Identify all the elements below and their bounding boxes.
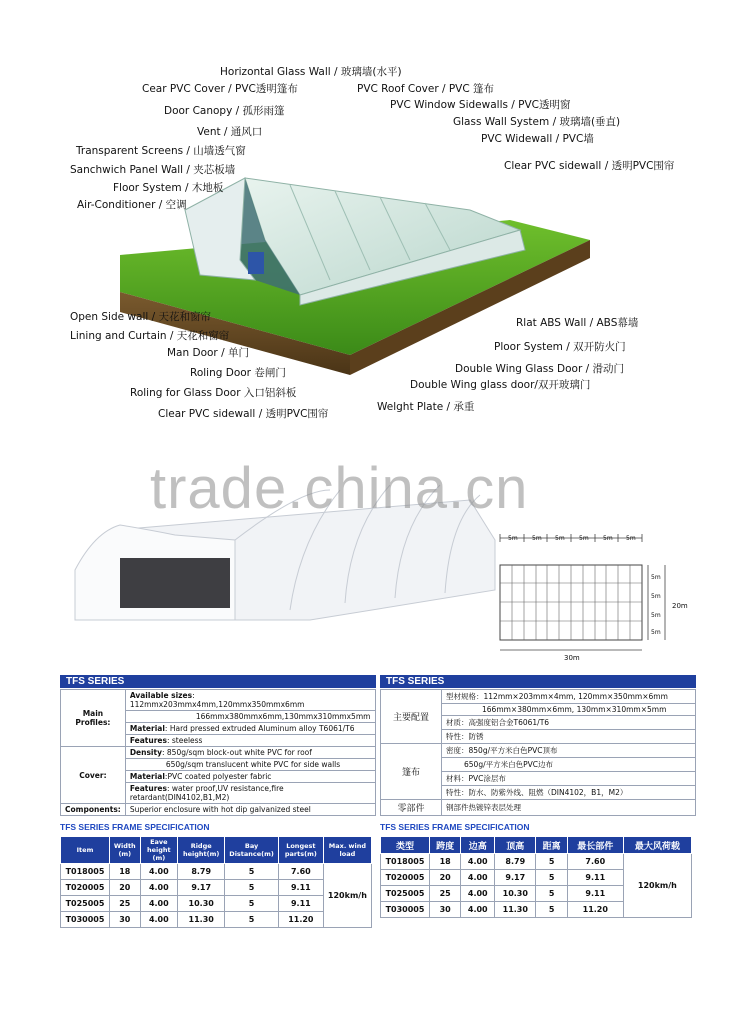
wind-load-en: 120km/h (323, 864, 371, 928)
dim-top-4: 5m (579, 535, 589, 542)
dim-top-5: 5m (603, 535, 613, 542)
label-man-door: Man Door / 单门 (167, 347, 249, 359)
cover-label-cn: 篷布 (381, 744, 442, 800)
tfs-series-en-title: TFS SERIES (60, 675, 376, 688)
dim-side-3: 5m (651, 612, 661, 619)
tfs-series-cn-title: TFS SERIES (380, 675, 696, 688)
label-clear-pvc-sidewall-top: Clear PVC sidewall / 透明PVC围帘 (504, 160, 675, 172)
density-cn-row-1: 密度：850g/平方米白色PVC顶布 (442, 744, 696, 758)
spec-cn-header: 距离 (536, 837, 567, 854)
table-row: T018005 18 4.00 8.79 5 7.60 120km/h (61, 864, 372, 880)
label-rolling-door: Roling Door 卷闸门 (190, 367, 286, 379)
watermark: trade.china.cn (150, 456, 529, 521)
density-row-2: 650g/sqm translucent white PVC for side walls (125, 759, 375, 771)
table-row: T025005 25 4.00 10.30 5 9.11 (61, 896, 372, 912)
cover-features-cn-row: 特性：防水、防紫外线、阻燃（DIN4102，B1，M2） (442, 786, 696, 800)
dim-top-1: 5m (508, 535, 518, 542)
layout-drawing (500, 534, 665, 650)
material-row: Material: Hard pressed extruded Aluminum alloy T6061/T6 (125, 723, 375, 735)
cover-material-row: Material:PVC coated polyester fabric (125, 771, 375, 783)
spec-cn-header: 类型 (381, 837, 430, 854)
dim-side-2: 5m (651, 593, 661, 600)
label-open-side-wall: Open Side wall / 天花和窗帘 (70, 311, 211, 323)
spec-en-table (60, 836, 372, 928)
spec-en-header: Bay Distance(m) (225, 837, 279, 864)
cover-material-cn-row: 材料：PVC涂层布 (442, 772, 696, 786)
density-row-1: Density: 850g/sqm block-out white PVC for roof (125, 747, 375, 759)
label-floor-system-right: Ploor System / 双开防火门 (494, 341, 626, 353)
tent-render-opening (120, 558, 230, 608)
spec-cn-header: 跨度 (430, 837, 461, 854)
label-glass-wall-system: Glass Wall System / 玻璃墙(垂直) (453, 116, 621, 128)
label-rlat-abs-wall: Rlat ABS Wall / ABS幕墙 (516, 317, 639, 329)
spec-en-header: Longest parts(m) (278, 837, 323, 864)
label-clear-pvc-sidewall-bottom: Clear PVC sidewall / 透明PVC围帘 (158, 408, 329, 420)
label-pvc-widewall: PVC Widewall / PVC墙 (481, 133, 594, 145)
label-transparent-screens: Transparent Screens / 山墙透气窗 (76, 145, 246, 157)
spec-cn-header: 最大风荷载 (623, 837, 691, 854)
label-pvc-roof-cover: PVC Roof Cover / PVC 篷布 (357, 83, 495, 95)
sizes-cn-row-1: 型材规格：112mm×203mm×4mm, 120mm×350mm×6mm (442, 690, 696, 704)
spec-cn-table (380, 836, 692, 918)
dim-length: 30m (564, 654, 580, 662)
spec-cn-header: 边高 (461, 837, 495, 854)
material-cn-row: 材质：高强度铝合金T6061/T6 (442, 716, 696, 730)
label-lining-and-curtain: Lining and Curtain / 天花和窗帘 (70, 330, 230, 342)
spec-cn-header: 顶高 (495, 837, 536, 854)
main-profiles-label-cn: 主要配置 (381, 690, 442, 744)
dim-top-2: 5m (532, 535, 542, 542)
spec-en-header: Ridge height(m) (178, 837, 225, 864)
dim-width: 20m (672, 602, 688, 610)
label-vent: Vent / 通风口 (197, 126, 263, 138)
spec-en-title: TFS SERIES FRAME SPECIFICATION (60, 822, 210, 832)
tfs-series-en-table (60, 689, 376, 816)
label-pvc-window-sidewalls: PVC Window Sidewalls / PVC透明窗 (390, 99, 571, 111)
table-row: T030005 30 4.00 11.30 5 11.20 (61, 912, 372, 928)
table-row: T020005 20 4.00 9.17 5 9.11 (381, 870, 692, 886)
main-profiles-label: Main Profiles: (61, 690, 126, 747)
label-roling-glass-door: Roling for Glass Door 入口铝斜板 (130, 387, 297, 399)
cover-label: Cover: (61, 747, 126, 804)
label-floor-system-left: Floor System / 木地板 (113, 182, 224, 194)
label-clear-pvc-cover: Cear PVC Cover / PVC透明篷布 (142, 83, 298, 95)
spec-en-header: Max. wind load (323, 837, 371, 864)
label-double-wing-glass-door-cn: Double Wing glass door/双开玻璃门 (410, 379, 591, 391)
cover-features-row: Features: water proof,UV resistance,fire retardant(DIN4102,B1,M2) (125, 783, 375, 804)
dim-side-1: 5m (651, 574, 661, 581)
label-double-wing-glass-door: Double Wing Glass Door / 滑动门 (455, 363, 624, 375)
features-row: Features: steeless (125, 735, 375, 747)
label-horizontal-glass-wall: Horizontal Glass Wall / 玻璃墙(水平) (220, 66, 402, 78)
dim-top-6: 5m (626, 535, 636, 542)
label-air-conditioner: Air-Conditioner / 空调 (77, 199, 187, 211)
tfs-series-cn-table (380, 689, 696, 816)
table-row: T030005 30 4.00 11.30 5 11.20 (381, 902, 692, 918)
spec-en-header: Width (m) (110, 837, 141, 864)
components-cn-row: 钢部件热镀锌表层处理 (442, 800, 696, 816)
spec-en-header: Item (61, 837, 110, 864)
table-row: T018005 18 4.00 8.79 5 7.60 120km/h (381, 854, 692, 870)
components-label-cn: 零部件 (381, 800, 442, 816)
spec-cn-header: 最长部件 (567, 837, 623, 854)
spec-cn-title: TFS SERIES FRAME SPECIFICATION (380, 822, 530, 832)
table-row: T025005 25 4.00 10.30 5 9.11 (381, 886, 692, 902)
sizes-cn-row-2: 166mm×380mm×6mm, 130mm×310mm×5mm (442, 704, 696, 716)
density-cn-row-2: 650g/平方米白色PVC边布 (442, 758, 696, 772)
label-door-canopy: Door Canopy / 孤形雨篷 (164, 105, 285, 117)
features-cn-row: 特性：防锈 (442, 730, 696, 744)
available-sizes-row-1: Available sizes: 112mmx203mmx4mm,120mmx350mmx6mm (125, 690, 375, 711)
dim-top-3: 5m (555, 535, 565, 542)
components-label: Components: (61, 804, 126, 816)
label-weight-plate: Welght Plate / 承重 (377, 401, 475, 413)
rolling-door-shape (248, 252, 264, 274)
wind-load-cn: 120km/h (623, 854, 691, 918)
spec-en-header: Eave height (m) (140, 837, 177, 864)
available-sizes-row-2: 166mmx380mmx6mm,130mmx310mmx5mm (125, 711, 375, 723)
label-sandwich-panel-wall: Sanchwich Panel Wall / 夹芯板墙 (70, 164, 236, 176)
dim-side-4: 5m (651, 629, 661, 636)
components-row: Superior enclosure with hot dip galvanized steel (125, 804, 375, 816)
table-row: T020005 20 4.00 9.17 5 9.11 (61, 880, 372, 896)
